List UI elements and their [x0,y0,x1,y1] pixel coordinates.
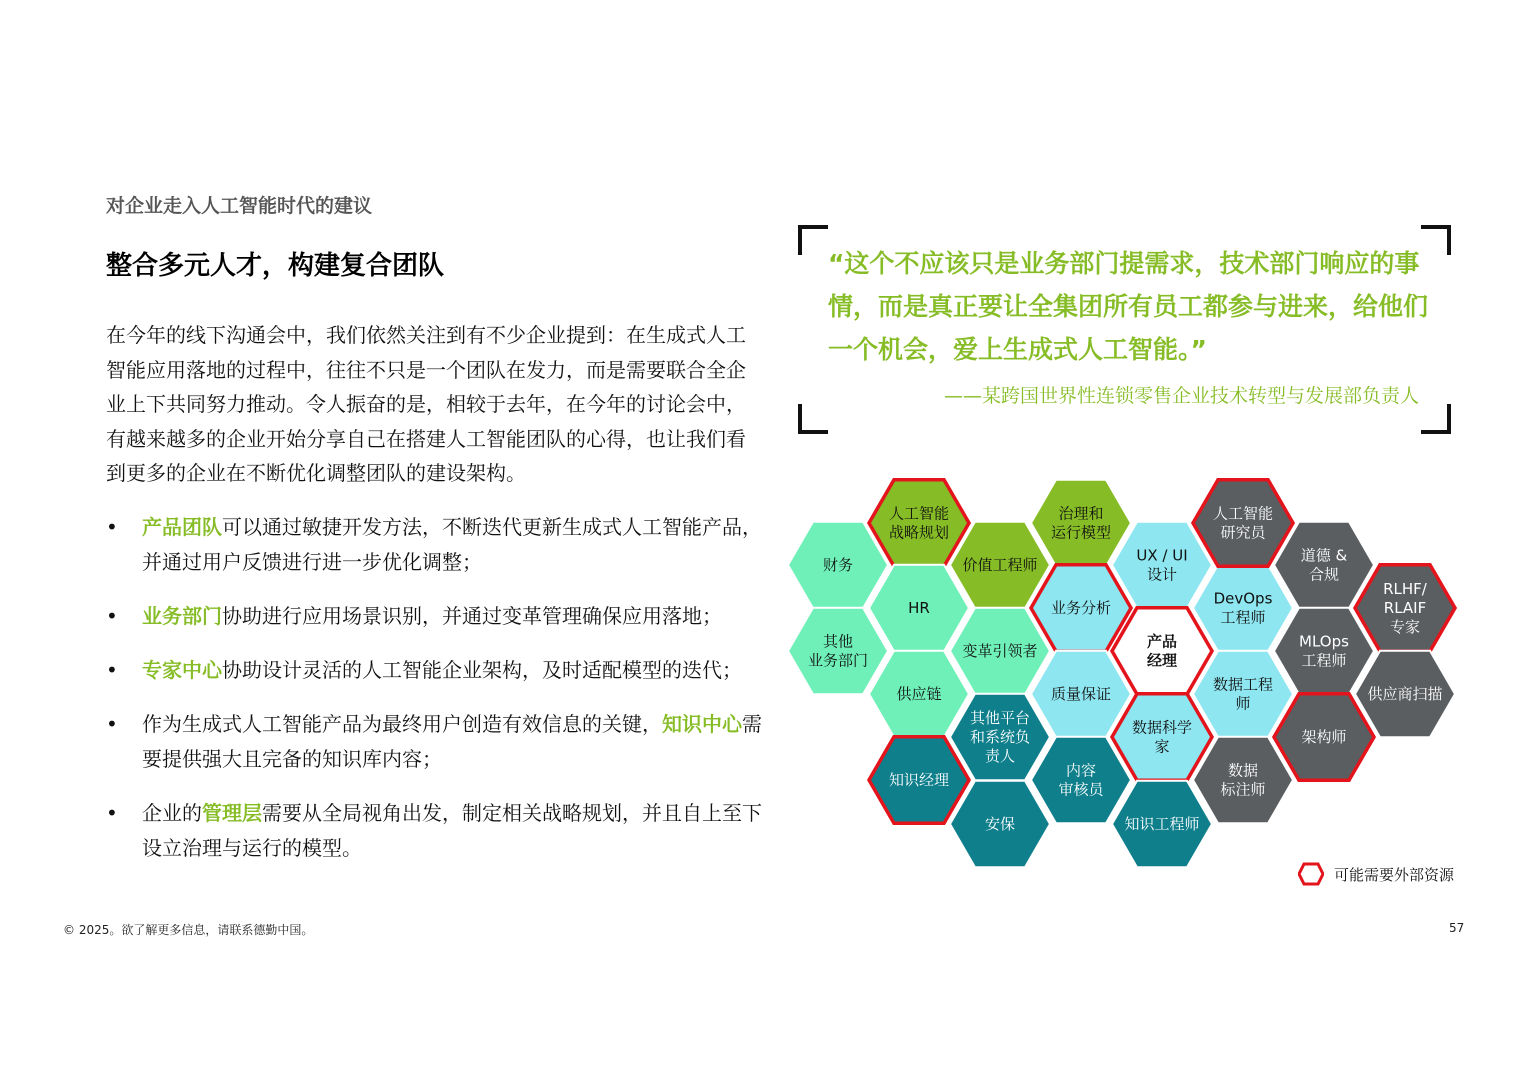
hex-label: 治理和运行模型 [1050,504,1112,542]
hex-node [869,480,969,567]
hex-label: 道德 &合规 [1300,546,1348,584]
bullet-dot: • [106,712,118,736]
hex-node [1274,522,1374,609]
hex-node [1031,737,1131,824]
hex-node [1193,737,1293,824]
hex-node [950,781,1050,868]
legend-label: 可能需要外部资源 [1334,865,1455,884]
hex-node [1274,694,1374,781]
hex-node [1112,694,1212,781]
bullet-dot: • [106,801,118,825]
section-label: 对企业走入人工智能时代的建议 [106,195,373,217]
hex-node [869,737,969,824]
bullet-text: 可以通过敏捷开发方法，不断迭代更新生成式人工智能产品，并通过用户反馈进行进一步优化调整； [142,515,762,574]
hex-node [1274,608,1374,695]
hex-label: 其他业务部门 [807,632,869,670]
bullet-text: 协助设计灵活的人工智能企业架构，及时适配模型的迭代； [222,658,742,682]
hex-label: 人工智能研究员 [1212,504,1274,542]
hex-node [1193,480,1293,567]
hex-node [950,694,1050,781]
hex-node [869,565,969,652]
page-number: 57 [1449,921,1465,935]
hex-node [788,522,888,609]
footer-copyright: © 2025。欲了解更多信息，请联系德勤中国。 [63,923,314,937]
bullet-text: 企业的 [142,801,202,825]
bullet-highlight: 管理层 [202,801,262,825]
hex-label: DevOps 工程师 [1213,589,1273,627]
intro-paragraph: 在今年的线下沟通会中，我们依然关注到有不少企业提到：在生成式人工智能应用落地的过程中，往往不只是一个团队在发力，而是需要联合全企业上下共同努力推动。令人振奋的是，相较于去年，在今年的讨论会中，有越来越多的企业开始分享自己在搭建人工智能团队的心得，也让我们看到更多的企业在不断优化调整团队的建设架构。 [106,323,746,485]
bullet-text: 作为生成式人工智能产品为最终用户创造有效信息的关键， [142,712,662,736]
hex-node [950,608,1050,695]
hex-label: RLHF/ RLAIF 专家 [1383,580,1427,636]
hex-label: 数据工程师 [1212,675,1274,713]
hex-label: 知识经理 [888,771,950,789]
hex-label: MLOps 工程师 [1299,632,1349,670]
bullet-highlight: 产品团队 [142,515,222,539]
quote-text: “这个不应该只是业务部门提需求，技术部门响应的事情，而是真正要让全集团所有员工都参与进来，给他们一个机会，爱上生成式人工智能。” [828,249,1429,364]
bullet-dot: • [106,604,118,628]
hex-label: 业务分析 [1050,599,1112,617]
hex-label: 变革引领者 [962,642,1038,660]
bullet-dot: • [106,515,118,539]
hex-node [1031,651,1131,738]
bullet-dot: • [106,658,118,682]
hex-node [1031,565,1131,652]
hex-label: 内容审核员 [1058,761,1104,799]
hex-label: 价值工程师 [962,556,1038,574]
bullet-highlight: 业务部门 [142,604,222,628]
hex-node [1112,781,1212,868]
legend [1298,862,1454,886]
hex-label: HR [908,599,930,617]
hex-node [788,608,888,695]
hex-node [1031,480,1131,567]
hex-label: 安保 [984,815,1016,833]
hex-node [1193,565,1293,652]
hex-label: 数据科学家 [1131,718,1193,756]
hex-label: 知识工程师 [1124,815,1200,833]
page-title: 整合多元人才，构建复合团队 [106,251,445,281]
hex-label: 其他平台和系统负责人 [969,709,1031,765]
hex-node [1355,651,1455,738]
hex-node [869,651,969,738]
bullet-text: 需要提供强大且完备的知识库内容； [142,712,762,771]
hex-label: 财务 [822,556,854,574]
hex-label: 质量保证 [1050,685,1112,703]
hex-label: 数据标注师 [1220,761,1266,799]
external-resource-hex-icon [1298,862,1324,886]
hex-label: 供应商扫描 [1367,685,1443,703]
bullet-text: 需要从全局视角出发，制定相关战略规划，并且自上至下设立治理与运行的模型。 [142,801,762,860]
hex-node [950,522,1050,609]
hex-node [1112,608,1212,695]
hex-label: 人工智能战略规划 [888,504,950,542]
hex-label: UX / UI 设计 [1136,546,1188,584]
hex-node [1112,522,1212,609]
hex-label: 产品经理 [1146,632,1178,670]
hex-label: 架构师 [1301,728,1347,746]
bullet-highlight: 专家中心 [142,658,222,682]
hex-label: 供应链 [896,685,942,703]
bullet-text: 协助进行应用场景识别，并通过变革管理确保应用落地； [222,604,722,628]
bullet-highlight: 知识中心 [662,712,742,736]
quote-source: ——某跨国世界性连锁零售企业技术转型与发展部负责人 [943,385,1419,407]
hex-node [1355,565,1455,652]
hex-node [1193,651,1293,738]
